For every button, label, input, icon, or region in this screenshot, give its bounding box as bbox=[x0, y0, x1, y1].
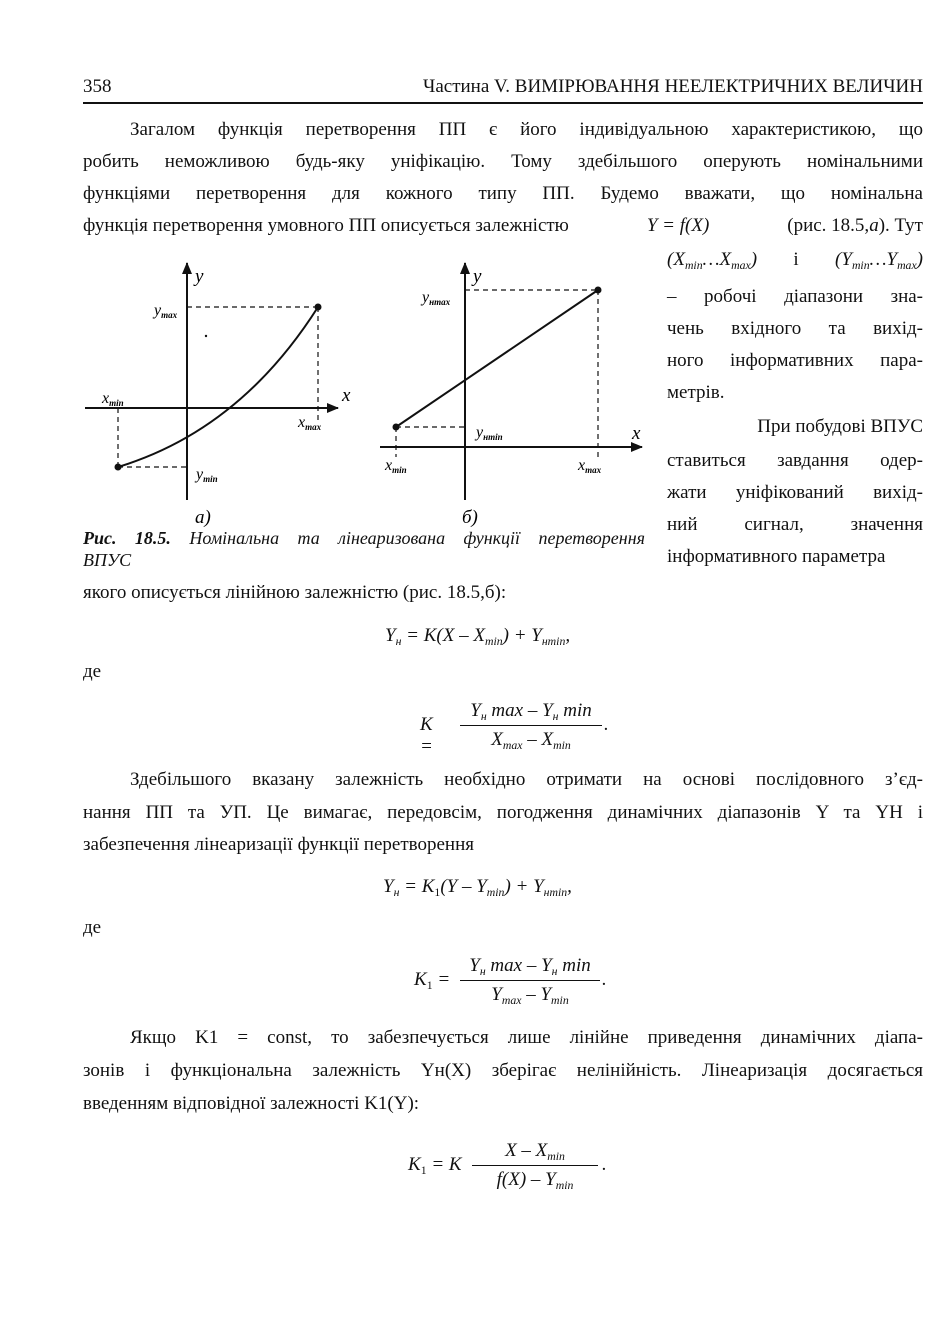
panel-a-label: а) bbox=[195, 507, 211, 528]
side-line-8: жати уніфікований вихід- bbox=[667, 482, 923, 503]
side-line-7: ставиться завдання одер- bbox=[667, 450, 923, 471]
eq2-num: $Y_н$ max – $Y_н$ min bbox=[470, 700, 592, 724]
side-line-3: чень вхідного та вихід- bbox=[667, 318, 923, 339]
p1-l4-ref: (рис. 18.5,а). Тут bbox=[787, 215, 923, 236]
eq4-num: $Y_н$ max – $Y_н$ min bbox=[469, 955, 591, 979]
p1-l4-formula: Y = f(X) bbox=[646, 215, 710, 236]
side-line-1: $(X_{min}\dots X_{max})$ і $(Y_{min}\dots Y_{max})$ bbox=[667, 249, 923, 273]
panel-b-label: б) bbox=[462, 507, 478, 528]
eq5-num: X – $X_{min}$ bbox=[505, 1140, 565, 1164]
panel-a bbox=[85, 263, 351, 528]
panel-a-ymin-label: ymin bbox=[196, 466, 218, 484]
p1-l4-text: функція перетворення умовного ПП описується залежністю bbox=[83, 215, 569, 236]
eq2-den: $X_{max} - X_{min}$ bbox=[491, 729, 571, 753]
paragraph-1-line-1: Загалом функція перетворення ПП є його індивідуальною характеристикою, що bbox=[130, 119, 923, 140]
paragraph-1-line-4 bbox=[83, 210, 923, 242]
paragraph-4-line-2: зонів і функціональна залежність Yн(X) зберігає нелінійність. Лінеаризація досягається bbox=[83, 1060, 923, 1081]
side-line-4: ного інформативних пара- bbox=[667, 350, 923, 371]
panel-a-xmin-label: xmin bbox=[102, 390, 124, 408]
panel-a-xmax-label: xmax bbox=[298, 414, 322, 432]
side-line-9: ний сигнал, значення bbox=[667, 514, 923, 535]
figure-caption-line-1 bbox=[83, 527, 645, 549]
eq5-lhs: $K_1 = K$ bbox=[408, 1154, 462, 1178]
side-line-6: При побудові ВПУС bbox=[757, 416, 923, 437]
caption-label: Рис. 18.5. bbox=[83, 528, 171, 548]
panel-a-stray-dot bbox=[205, 335, 207, 337]
eq5-end: . bbox=[602, 1154, 607, 1175]
paragraph-3-line-2: нання ПП та УП. Це вимагає, передовсім, погодження динамічних діапазонів Y та YН і bbox=[83, 802, 923, 823]
side-line-10: інформативного параметра bbox=[667, 546, 886, 567]
page-number: 358 bbox=[83, 76, 112, 97]
equation-3: $Y_н = K_1(Y - Y_{min}) + Y_{нmin}$, bbox=[383, 876, 572, 900]
eq2-end: . bbox=[604, 714, 609, 735]
paragraph-4-line-1: Якщо K1 = const, то забезпечується лише лінійне приведення динамічних діапа- bbox=[130, 1027, 923, 1048]
eq2-lhs: K = bbox=[420, 714, 433, 757]
de-2: де bbox=[83, 917, 102, 938]
paragraph-3-line-1: Здебільшого вказану залежність необхідно отримати на основі послідовного з’єд- bbox=[130, 769, 923, 790]
panel-b-ynmax-label: yнmax bbox=[422, 289, 451, 307]
panel-a-curve bbox=[118, 307, 318, 467]
eq5-den: $f(X) - Y_{min}$ bbox=[496, 1169, 574, 1193]
panel-b-ynmin-label: yнmin bbox=[476, 424, 503, 442]
caption-text-2: ВПУС bbox=[83, 550, 132, 570]
panel-a-x-axis-label: x bbox=[342, 385, 351, 406]
eq5-bar bbox=[472, 1165, 598, 1166]
running-title: Частина V. ВИМІРЮВАННЯ НЕЕЛЕКТРИЧНИХ ВЕЛИЧИН bbox=[422, 76, 923, 97]
paragraph-2 bbox=[83, 577, 506, 609]
side-line-2: – робочі діапазони зна- bbox=[667, 286, 923, 307]
paragraph-1-line-3: функціями перетворення для кожного типу ПП. Будемо вважати, що номінальна bbox=[83, 183, 923, 204]
equation-1: $Y_н = K(X - X_{min}) + Y_{нmin}$, bbox=[385, 625, 571, 649]
eq4-end: . bbox=[602, 969, 607, 990]
panel-a-ymax-label: ymax bbox=[154, 302, 178, 320]
header-rule bbox=[83, 102, 923, 104]
caption-text: Номінальна та лінеаризована функції перетворення bbox=[189, 528, 646, 548]
panel-b-x-axis-label: x bbox=[632, 423, 641, 444]
paragraph-2-text: якого описується лінійною залежністю (рис. 18.5,б): bbox=[83, 582, 507, 603]
eq4-bar bbox=[460, 980, 600, 981]
de-1: де bbox=[83, 661, 102, 682]
figure-18-5 bbox=[80, 255, 660, 530]
figure-caption-line-2 bbox=[83, 549, 131, 571]
paragraph-3-line-3: забезпечення лінеаризації функції перетворення bbox=[83, 834, 474, 855]
paragraph-4-line-3: введенням відповідної залежності K1(Y): bbox=[83, 1093, 420, 1114]
panel-b bbox=[380, 263, 642, 528]
panel-b-line bbox=[396, 290, 598, 427]
side-line-5: метрів. bbox=[667, 382, 725, 403]
eq2-bar bbox=[460, 725, 602, 726]
eq4-lhs: $K_1$ = bbox=[414, 969, 451, 993]
panel-b-xmax-label: xmax bbox=[578, 457, 602, 475]
panel-b-xmin-label: xmin bbox=[385, 457, 407, 475]
panel-a-y-axis-label: y bbox=[195, 266, 204, 287]
eq4-den: $Y_{max} - Y_{min}$ bbox=[491, 984, 569, 1008]
paragraph-1-line-2: робить неможливою будь-яку уніфікацію. Тому здебільшого оперують номінальними bbox=[83, 151, 923, 172]
panel-b-y-axis-label: y bbox=[473, 266, 482, 287]
